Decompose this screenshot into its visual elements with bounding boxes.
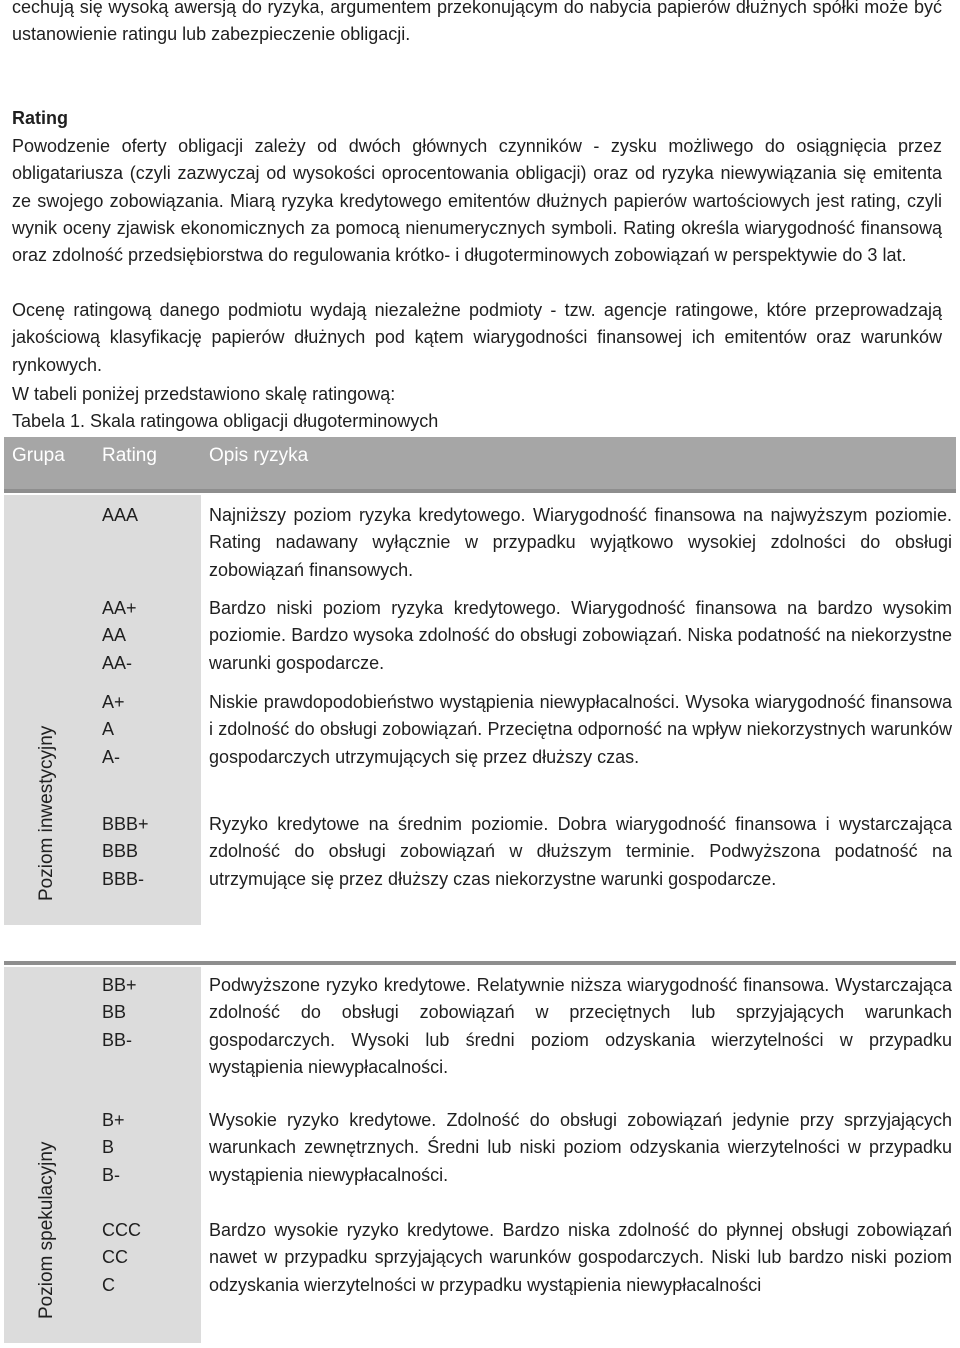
- header-description: Opis ryzyka: [209, 445, 309, 466]
- group-label: Poziom inwestycyjny: [36, 725, 57, 901]
- paragraph-table-intro: W tabeli poniżej przedstawiono skalę ratingową:: [12, 384, 396, 404]
- table-group-speculative: [4, 967, 956, 1343]
- section-heading: Rating: [12, 108, 68, 128]
- rating-cell: [94, 689, 201, 771]
- rating-value: AA-: [102, 652, 133, 673]
- rating-value: BB+: [102, 975, 137, 995]
- rating-value: A: [102, 719, 115, 740]
- description-cell: Najniższy poziom ryzyka kredytowego. Wiarygodność finansowa na najwyższym poziomie. Rating nadawany wyłącznie w przypadku wyjątkowo wysokiej zdolności do obsługi zobowiązań finansowych.: [209, 505, 952, 580]
- paragraph-rating-text: Powodzenie oferty obligacji zależy od dwóch głównych czynników - zysku możliwego do osiągnięcia przez obligatariusza (czyli zazwyczaj od wysokości oprocentowania obligacji) oraz od ryzyka niewywiązania się emitenta ze swojego zobowiązania. Miarą ryzyka kredytowego emitentów dłużnych papierów wartościowych jest rating, czyli wynik oceny zjawisk ekonomicznych za pomocą nienumerycznych symboli. Rating określa wiarygodność finansową oraz zdolność przedsiębiorstwa do regulowania krótko- i długoterminowych zobowiązań w perspektywie do 3 lat.: [12, 136, 942, 266]
- description-cell: Podwyższone ryzyko kredytowe. Relatywnie niższa wiarygodność finansowa. Wystarczająca zdolność do obsługi zobowiązań w przeciętnych lub sprzyjających warunkach gospodarczych. Wysoki lub średni poziom odzyskania wierzytelności w przypadku wystąpienia niewypłacalności.: [209, 975, 952, 1077]
- rating-value: C: [102, 1274, 115, 1295]
- rating-value: B: [102, 1137, 115, 1158]
- description-cell: Ryzyko kredytowe na średnim poziomie. Dobra wiarygodność finansowa i wystarczająca zdolność do obsługi zobowiązań w dłuższym terminie. Podwyższona podatność na utrzymujące się przez dłuższy czas niekorzystne warunki gospodarcze.: [209, 814, 952, 889]
- rating-value: CC: [102, 1247, 128, 1268]
- paragraph-agencies: Ocenę ratingową danego podmiotu wydają niezależne podmioty - tzw. agencje ratingowe, które przeprowadzają jakościową klasyfikację papierów dłużnych pod kątem wiarygodności finansowej ich emitentów oraz warunków rynkowych.: [12, 300, 942, 375]
- rating-value: BBB: [102, 841, 139, 862]
- rating-value: CCC: [102, 1220, 141, 1240]
- rating-value: AA+: [102, 598, 137, 618]
- header-group: Grupa: [12, 445, 65, 466]
- description-cell: Niskie prawdopodobieństwo wystąpienia niewypłacalności. Wysoka wiarygodność finansowa i zdolność do obsługi zobowiązań. Przeciętna odporność na wpływ niekorzystnych warunków gospodarczych utrzymujących się przez dłuższy czas.: [209, 692, 952, 767]
- rating-value: BB-: [102, 1029, 133, 1050]
- rating-cell: [94, 1217, 201, 1299]
- rating-value: B+: [102, 1110, 125, 1130]
- rating-cell: [94, 595, 201, 677]
- group-label: Poziom spekulacyjny: [36, 1141, 57, 1319]
- header-rating: Rating: [102, 445, 157, 466]
- description-cell: Bardzo niski poziom ryzyka kredytowego. Wiarygodność finansowa na bardzo wysokim poziomie. Bardzo wysoka zdolność do obsługi zobowiązań. Niska podatność na niekorzystne warunki gospodarcze.: [209, 598, 952, 673]
- rating-value: BB: [102, 1002, 127, 1023]
- rating-value: AAA: [102, 505, 139, 525]
- rating-cell: [94, 811, 201, 893]
- rating-value: AA: [102, 625, 127, 646]
- paragraph-rating: [12, 133, 942, 269]
- group-cell: [4, 495, 94, 925]
- group-divider: [4, 961, 956, 965]
- rating-cell: [94, 972, 201, 1054]
- rating-value: BBB+: [102, 814, 149, 834]
- description-cell: Bardzo wysokie ryzyko kredytowe. Bardzo niska zdolność do płynnej obsługi zobowiązań nawet w przypadku sprzyjających warunków gospodarczych. Niski lub bardzo niski poziom odzyskania wierzytelności w przypadku wystąpienia niewypłacalności: [209, 1220, 952, 1295]
- table-header: [4, 437, 956, 489]
- group-cell: [4, 967, 94, 1343]
- rating-value: A+: [102, 692, 125, 712]
- rating-value: A-: [102, 746, 120, 767]
- rating-value: B-: [102, 1164, 120, 1185]
- group-divider: [4, 489, 956, 493]
- rating-value: BBB-: [102, 868, 145, 889]
- table-caption: Tabela 1. Skala ratingowa obligacji długoterminowych: [12, 411, 439, 431]
- table-group-investment: [4, 495, 956, 925]
- rating-cell: [94, 1107, 201, 1189]
- rating-cell: [94, 502, 201, 529]
- description-cell: Wysokie ryzyko kredytowe. Zdolność do obsługi zobowiązań jedynie przy sprzyjających warunkach zewnętrznych. Średni lub niski poziom odzyskania wierzytelności w przypadku wystąpienia niewypłacalności.: [209, 1110, 952, 1185]
- intro-paragraph: cechują się wysoką awersją do ryzyka, argumentem przekonującym do nabycia papierów dłużnych spółki może być ustanowienie ratingu lub zabezpieczenie obligacji.: [12, 0, 942, 45]
